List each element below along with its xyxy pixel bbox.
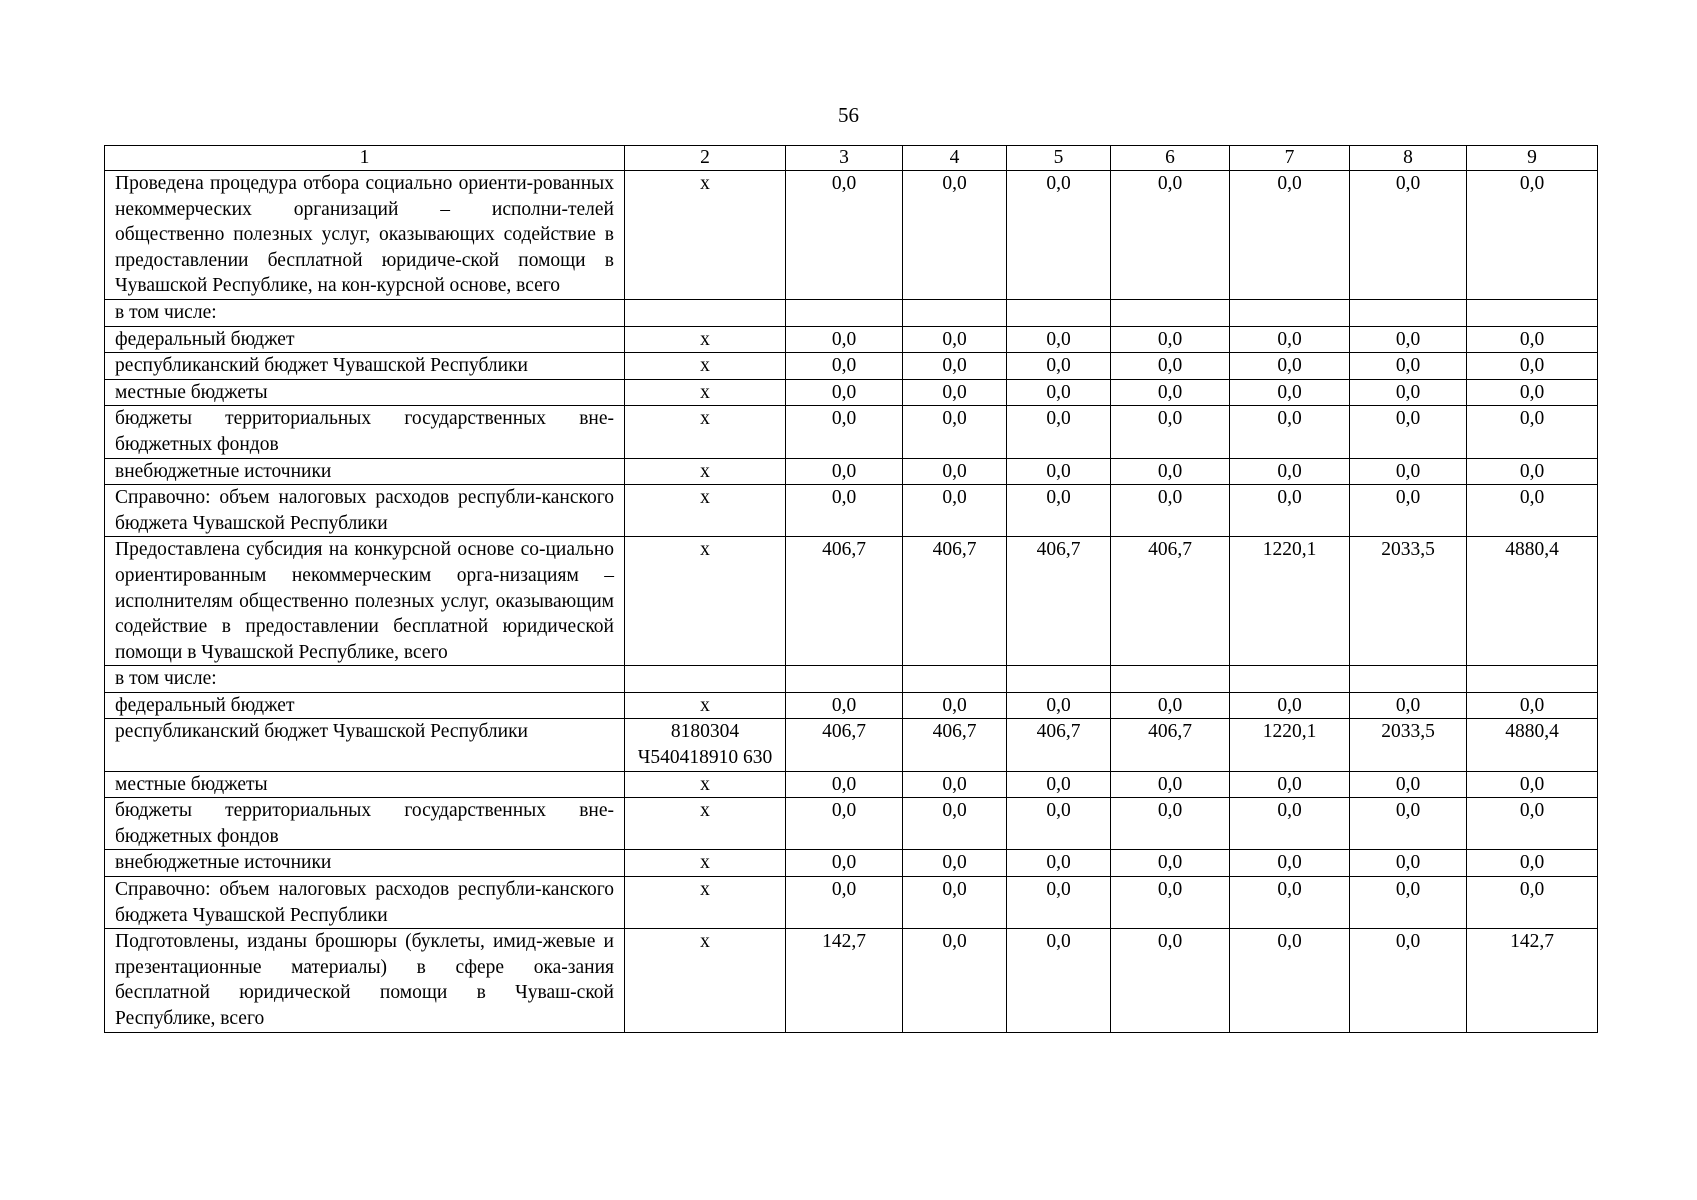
value-cell: 0,0 (1467, 171, 1598, 300)
value-cell: 0,0 (1007, 379, 1111, 406)
table-row (105, 353, 1598, 380)
value-cell: 406,7 (786, 537, 903, 666)
column-number: 8 (1350, 146, 1467, 171)
budget-code: х (625, 929, 786, 1032)
value-cell: 0,0 (903, 929, 1007, 1032)
row-description: федеральный бюджет (105, 692, 625, 719)
value-cell: 0,0 (1007, 326, 1111, 353)
value-cell: 0,0 (903, 379, 1007, 406)
value-cell: 0,0 (1111, 850, 1230, 877)
table-row (105, 406, 1598, 458)
value-cell: 0,0 (1230, 929, 1350, 1032)
value-cell (1111, 666, 1230, 693)
budget-code: х (625, 406, 786, 458)
value-cell: 142,7 (786, 929, 903, 1032)
value-cell: 0,0 (1111, 798, 1230, 850)
value-cell: 4880,4 (1467, 719, 1598, 771)
value-cell: 406,7 (1007, 719, 1111, 771)
value-cell: 0,0 (1350, 485, 1467, 537)
table-row (105, 299, 1598, 326)
value-cell: 406,7 (786, 719, 903, 771)
value-cell: 0,0 (1467, 850, 1598, 877)
value-cell: 0,0 (1230, 692, 1350, 719)
value-cell: 0,0 (1111, 353, 1230, 380)
value-cell: 0,0 (786, 458, 903, 485)
table-row (105, 798, 1598, 850)
row-description: Справочно: объем налоговых расходов республи-канского бюджета Чувашской Республики (105, 877, 625, 929)
value-cell: 0,0 (1230, 326, 1350, 353)
value-cell: 0,0 (1467, 326, 1598, 353)
table-row (105, 379, 1598, 406)
budget-table (104, 145, 1598, 1033)
value-cell: 0,0 (1007, 171, 1111, 300)
value-cell: 406,7 (1111, 719, 1230, 771)
table-row (105, 485, 1598, 537)
value-cell: 0,0 (1111, 692, 1230, 719)
value-cell: 0,0 (1350, 877, 1467, 929)
value-cell: 0,0 (1007, 771, 1111, 798)
value-cell: 0,0 (1230, 353, 1350, 380)
column-number: 6 (1111, 146, 1230, 171)
row-description: федеральный бюджет (105, 326, 625, 353)
value-cell: 0,0 (1111, 877, 1230, 929)
row-description: бюджеты территориальных государственных вне-бюджетных фондов (105, 406, 625, 458)
table-row (105, 877, 1598, 929)
row-description: Справочно: объем налоговых расходов республи-канского бюджета Чувашской Республики (105, 485, 625, 537)
value-cell: 0,0 (1350, 771, 1467, 798)
value-cell: 0,0 (1111, 485, 1230, 537)
value-cell (1007, 299, 1111, 326)
table-row (105, 458, 1598, 485)
budget-code: х (625, 798, 786, 850)
value-cell: 0,0 (1007, 692, 1111, 719)
value-cell: 0,0 (786, 798, 903, 850)
value-cell: 0,0 (903, 326, 1007, 353)
budget-code: х (625, 692, 786, 719)
value-cell (903, 666, 1007, 693)
value-cell: 406,7 (1007, 537, 1111, 666)
column-number: 1 (105, 146, 625, 171)
row-description: Предоставлена субсидия на конкурсной основе со-циально ориентированным некоммерческим орга-низациям – исполнителям общественно полезных услуг, оказывающим содействие в предоставлении бесплатной юридической помощи в Чувашской Республике, всего (105, 537, 625, 666)
table-row (105, 850, 1598, 877)
value-cell: 0,0 (1007, 877, 1111, 929)
row-description: республиканский бюджет Чувашской Республики (105, 353, 625, 380)
value-cell: 0,0 (903, 171, 1007, 300)
value-cell: 0,0 (903, 798, 1007, 850)
row-description: внебюджетные источники (105, 458, 625, 485)
value-cell: 0,0 (903, 406, 1007, 458)
value-cell: 0,0 (1350, 326, 1467, 353)
value-cell: 0,0 (1007, 798, 1111, 850)
value-cell: 0,0 (1350, 379, 1467, 406)
budget-code: х (625, 771, 786, 798)
column-number: 5 (1007, 146, 1111, 171)
value-cell: 0,0 (1111, 379, 1230, 406)
row-description: внебюджетные источники (105, 850, 625, 877)
budget-code: х (625, 171, 786, 300)
value-cell: 142,7 (1467, 929, 1598, 1032)
value-cell: 0,0 (1007, 485, 1111, 537)
row-description: местные бюджеты (105, 379, 625, 406)
value-cell (1230, 666, 1350, 693)
value-cell: 0,0 (1230, 877, 1350, 929)
value-cell: 0,0 (1350, 798, 1467, 850)
value-cell: 0,0 (1467, 485, 1598, 537)
value-cell: 0,0 (1230, 171, 1350, 300)
value-cell: 0,0 (786, 485, 903, 537)
value-cell: 0,0 (1007, 458, 1111, 485)
value-cell: 0,0 (1111, 929, 1230, 1032)
value-cell (1350, 299, 1467, 326)
budget-code: х (625, 326, 786, 353)
table-row (105, 692, 1598, 719)
row-description: в том числе: (105, 666, 625, 693)
value-cell: 0,0 (1467, 379, 1598, 406)
value-cell: 0,0 (1230, 771, 1350, 798)
value-cell: 0,0 (786, 771, 903, 798)
value-cell: 0,0 (1467, 877, 1598, 929)
value-cell: 0,0 (1350, 692, 1467, 719)
budget-code: х (625, 379, 786, 406)
value-cell: 0,0 (1007, 406, 1111, 458)
value-cell: 0,0 (786, 353, 903, 380)
value-cell: 0,0 (1350, 458, 1467, 485)
budget-code: х (625, 877, 786, 929)
value-cell: 406,7 (903, 537, 1007, 666)
table-row (105, 719, 1598, 771)
value-cell: 0,0 (1467, 692, 1598, 719)
table-body (105, 171, 1598, 1033)
value-cell: 0,0 (786, 877, 903, 929)
value-cell: 0,0 (1350, 171, 1467, 300)
table-row (105, 326, 1598, 353)
table-row (105, 537, 1598, 666)
budget-code (625, 299, 786, 326)
row-description: Подготовлены, изданы брошюры (буклеты, имид-жевые и презентационные материалы) в сфере ока-зания бесплатной юридической помощи в Чуваш-ской Республике, всего (105, 929, 625, 1032)
value-cell: 0,0 (1467, 353, 1598, 380)
column-number: 7 (1230, 146, 1350, 171)
value-cell: 0,0 (1467, 798, 1598, 850)
value-cell: 0,0 (903, 771, 1007, 798)
value-cell: 0,0 (1111, 458, 1230, 485)
value-cell: 0,0 (903, 353, 1007, 380)
value-cell: 0,0 (786, 692, 903, 719)
value-cell (903, 299, 1007, 326)
value-cell: 0,0 (903, 850, 1007, 877)
value-cell: 1220,1 (1230, 537, 1350, 666)
table-row (105, 171, 1598, 300)
value-cell: 0,0 (1230, 379, 1350, 406)
page-number: 56 (838, 103, 859, 127)
value-cell: 0,0 (1230, 850, 1350, 877)
column-number-row (105, 146, 1598, 171)
value-cell (1467, 666, 1598, 693)
budget-code: х (625, 458, 786, 485)
value-cell: 0,0 (1230, 485, 1350, 537)
value-cell: 0,0 (1007, 353, 1111, 380)
value-cell: 0,0 (1350, 929, 1467, 1032)
value-cell: 0,0 (1350, 353, 1467, 380)
value-cell: 0,0 (1467, 771, 1598, 798)
column-number: 2 (625, 146, 786, 171)
row-description: в том числе: (105, 299, 625, 326)
column-number: 9 (1467, 146, 1598, 171)
value-cell: 0,0 (1467, 458, 1598, 485)
value-cell: 1220,1 (1230, 719, 1350, 771)
budget-code: х (625, 537, 786, 666)
value-cell (1111, 299, 1230, 326)
value-cell: 0,0 (1007, 850, 1111, 877)
value-cell: 0,0 (1350, 850, 1467, 877)
value-cell (1350, 666, 1467, 693)
value-cell: 0,0 (1467, 406, 1598, 458)
value-cell: 0,0 (1350, 406, 1467, 458)
value-cell: 0,0 (786, 379, 903, 406)
value-cell: 2033,5 (1350, 537, 1467, 666)
value-cell (786, 666, 903, 693)
budget-code: х (625, 485, 786, 537)
value-cell: 0,0 (903, 458, 1007, 485)
value-cell: 4880,4 (1467, 537, 1598, 666)
value-cell (786, 299, 903, 326)
budget-code: х (625, 850, 786, 877)
value-cell: 0,0 (1111, 171, 1230, 300)
value-cell (1007, 666, 1111, 693)
value-cell: 0,0 (1230, 406, 1350, 458)
value-cell: 0,0 (786, 406, 903, 458)
value-cell: 0,0 (786, 850, 903, 877)
table-row (105, 666, 1598, 693)
row-description: бюджеты территориальных государственных вне-бюджетных фондов (105, 798, 625, 850)
value-cell: 2033,5 (1350, 719, 1467, 771)
value-cell: 0,0 (1230, 458, 1350, 485)
value-cell: 406,7 (903, 719, 1007, 771)
value-cell: 0,0 (786, 171, 903, 300)
column-number: 4 (903, 146, 1007, 171)
value-cell: 0,0 (1007, 929, 1111, 1032)
row-description: местные бюджеты (105, 771, 625, 798)
value-cell: 0,0 (1111, 406, 1230, 458)
value-cell: 0,0 (903, 877, 1007, 929)
value-cell: 0,0 (1230, 798, 1350, 850)
table-row (105, 929, 1598, 1032)
value-cell: 0,0 (786, 326, 903, 353)
budget-code: х (625, 353, 786, 380)
column-number: 3 (786, 146, 903, 171)
table-row (105, 771, 1598, 798)
value-cell (1467, 299, 1598, 326)
budget-code: 8180304 Ч540418910 630 (625, 719, 786, 771)
value-cell: 0,0 (1111, 771, 1230, 798)
budget-code (625, 666, 786, 693)
value-cell: 0,0 (903, 485, 1007, 537)
value-cell: 406,7 (1111, 537, 1230, 666)
row-description: республиканский бюджет Чувашской Республики (105, 719, 625, 771)
row-description: Проведена процедура отбора социально ориенти-рованных некоммерческих организаций – исполни-телей общественно полезных услуг, оказывающих содействие в предоставлении бесплатной юридиче-ской помощи в Чувашской Республике, на кон-курсной основе, всего (105, 171, 625, 300)
value-cell: 0,0 (903, 692, 1007, 719)
value-cell: 0,0 (1111, 326, 1230, 353)
value-cell (1230, 299, 1350, 326)
